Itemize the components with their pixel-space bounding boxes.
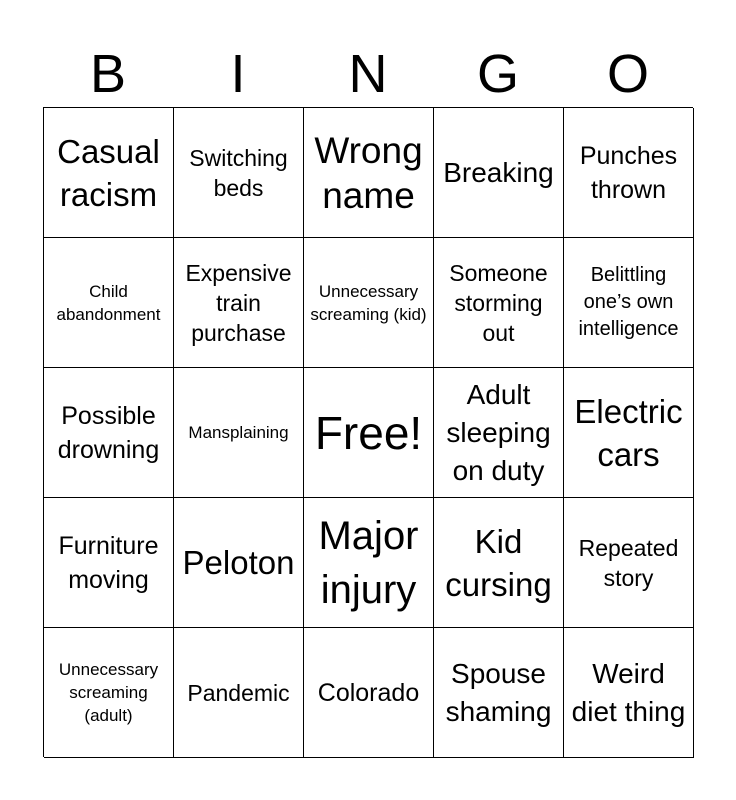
cell-label: Furniture moving [58, 531, 159, 594]
bingo-cell-r5c3[interactable] [304, 628, 434, 758]
bingo-cell-r2c3[interactable] [304, 238, 434, 368]
cell-label: Adult sleeping on duty [446, 378, 551, 486]
bingo-cell-r5c1[interactable] [44, 628, 174, 758]
cell-label: Casual racism [57, 132, 160, 213]
cell-label: Major injury [318, 513, 419, 612]
header-letter-o: O [606, 44, 649, 104]
bingo-cell-r1c4[interactable] [434, 108, 564, 238]
cell-label: Belittling one’s own intelligence [578, 264, 679, 340]
cell-label: Punches thrown [579, 141, 678, 204]
cell-label: Peloton [182, 544, 295, 581]
bingo-cell-r4c5[interactable] [564, 498, 694, 628]
bingo-cell-r1c1[interactable] [44, 108, 174, 238]
bingo-cell-r3c3-free[interactable] [304, 368, 434, 498]
bingo-cell-r1c2[interactable] [174, 108, 304, 238]
header-letter-b: B [89, 44, 127, 104]
bingo-header [43, 40, 693, 108]
cell-label: Mansplaining [188, 423, 289, 442]
cell-label: Switching beds [189, 144, 288, 201]
cell-label: Unnecessary screaming (kid) [310, 281, 427, 324]
bingo-cell-r1c3[interactable] [304, 108, 434, 238]
cell-label: Repeated story [578, 534, 679, 591]
bingo-cell-r4c4[interactable] [434, 498, 564, 628]
bingo-cell-r2c5[interactable] [564, 238, 694, 368]
bingo-cell-r3c4[interactable] [434, 368, 564, 498]
cell-label: Expensive train purchase [185, 259, 292, 346]
bingo-cell-r2c2[interactable] [174, 238, 304, 368]
cell-label: Someone storming out [449, 259, 548, 346]
header-letter-g: G [476, 44, 519, 104]
bingo-cell-r3c1[interactable] [44, 368, 174, 498]
cell-label: Spouse shaming [445, 657, 552, 727]
bingo-cell-r5c4[interactable] [434, 628, 564, 758]
bingo-board [43, 107, 693, 757]
bingo-cell-r4c2[interactable] [174, 498, 304, 628]
cell-label: Pandemic [187, 679, 290, 706]
cell-label: Colorado [317, 678, 420, 707]
cell-label: Electric cars [574, 392, 683, 473]
bingo-cell-r4c1[interactable] [44, 498, 174, 628]
bingo-cell-r5c5[interactable] [564, 628, 694, 758]
cell-label: Unnecessary screaming (adult) [58, 660, 159, 725]
bingo-cell-r4c3[interactable] [304, 498, 434, 628]
bingo-cell-r3c2[interactable] [174, 368, 304, 498]
cell-label: Wrong name [314, 129, 423, 216]
bingo-cell-r2c4[interactable] [434, 238, 564, 368]
cell-label: Possible drowning [57, 401, 160, 464]
cell-label: Breaking [443, 156, 554, 188]
cell-label: Child abandonment [56, 281, 161, 324]
bingo-cell-r3c5[interactable] [564, 368, 694, 498]
cell-label: Kid cursing [445, 522, 552, 603]
bingo-cell-r1c5[interactable] [564, 108, 694, 238]
header-letter-i: I [230, 44, 246, 104]
free-space-label: Free! [314, 406, 423, 459]
header-letter-n: N [348, 44, 388, 104]
cell-label: Weird diet thing [571, 657, 686, 727]
bingo-cell-r5c2[interactable] [174, 628, 304, 758]
bingo-cell-r2c1[interactable] [44, 238, 174, 368]
